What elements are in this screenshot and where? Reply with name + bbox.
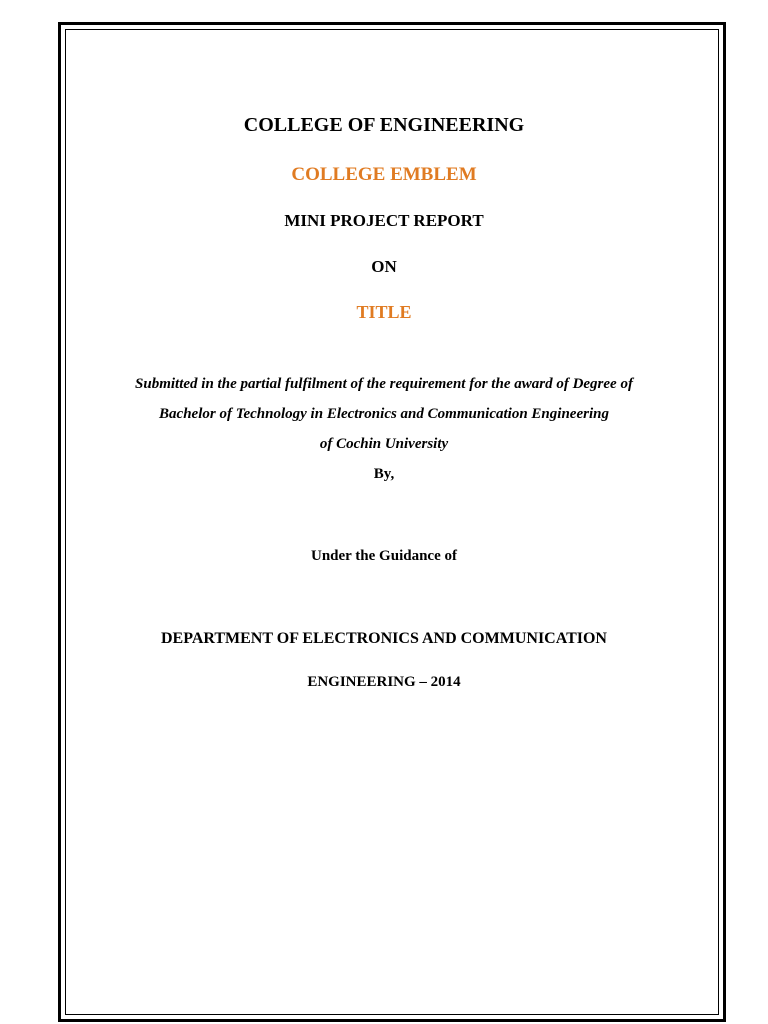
submission-line-2: Bachelor of Technology in Electronics and Communication Engineering <box>159 406 609 422</box>
report-type: MINI PROJECT REPORT <box>284 211 484 230</box>
by-label: By, <box>373 466 395 482</box>
on-label: ON <box>371 257 397 276</box>
submission-line-3: of Cochin University <box>319 436 449 452</box>
project-title-placeholder: TITLE <box>356 302 412 322</box>
department-line-2: ENGINEERING – 2014 <box>307 674 461 690</box>
college-name: COLLEGE OF ENGINEERING <box>243 114 525 136</box>
department-line-1: DEPARTMENT OF ELECTRONICS AND COMMUNICATION <box>161 630 607 647</box>
college-emblem-placeholder: COLLEGE EMBLEM <box>291 164 477 185</box>
submission-line-1: Submitted in the partial fulfilment of the requirement for the award of Degree of <box>135 376 633 392</box>
guidance-label: Under the Guidance of <box>311 548 457 564</box>
